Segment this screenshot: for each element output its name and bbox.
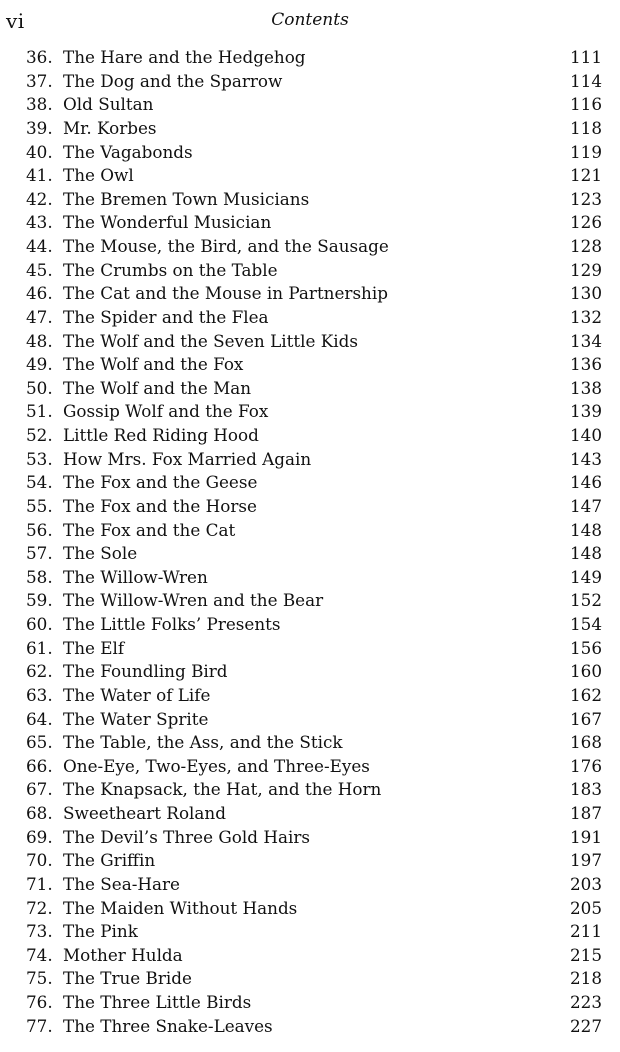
entry-title: The Little Folks’ Presents [63, 614, 281, 634]
entry-title: The Fox and the Geese [63, 472, 258, 493]
entry-page-number: 160 [569, 661, 602, 682]
toc-entry [0, 897, 620, 921]
entry-title: The Water Sprite [63, 708, 209, 729]
toc-entry [0, 471, 620, 495]
toc-entry [0, 188, 620, 212]
entry-title: The Vagabonds [63, 141, 193, 162]
entry-number: 66. [26, 755, 53, 776]
entry-number: 64. [26, 708, 53, 729]
entry-number: 39. [26, 117, 53, 138]
toc-entry [0, 589, 620, 613]
entry-page-number: 132 [569, 306, 602, 327]
entry-page-number: 114 [569, 70, 602, 91]
entry-title: The Willow-Wren and the Bear [63, 590, 324, 611]
entry-number: 74. [26, 944, 53, 965]
toc-entry [0, 495, 620, 519]
toc-entry [0, 282, 620, 306]
toc-entry [0, 400, 620, 424]
entry-title: The Three Snake-Leaves [63, 1015, 273, 1036]
entry-title: Little Red Riding Hood [63, 425, 259, 445]
toc-entry [0, 93, 620, 117]
entry-number: 48. [26, 330, 53, 351]
entry-number: 52. [26, 425, 53, 445]
toc-entry [0, 873, 620, 897]
entry-title: The Owl [63, 165, 134, 186]
entry-number: 42. [26, 188, 53, 209]
entry-page-number: 167 [569, 708, 602, 729]
toc-entry [0, 519, 620, 543]
entry-number: 58. [26, 566, 53, 587]
entry-number: 38. [26, 94, 53, 115]
entry-title: The Wonderful Musician [63, 212, 272, 233]
entry-number: 65. [26, 732, 53, 753]
entry-page-number: 143 [569, 448, 602, 469]
toc-entry [0, 117, 620, 141]
entry-number: 72. [26, 897, 53, 918]
toc-entry [0, 826, 620, 850]
entry-number: 49. [26, 354, 53, 375]
entry-page-number: 154 [569, 614, 602, 634]
toc-entry [0, 566, 620, 590]
entry-title: The Three Little Birds [63, 992, 252, 1012]
entry-number: 76. [26, 992, 53, 1012]
page-folio: vi [6, 9, 25, 33]
entry-title: The Spider and the Flea [63, 306, 269, 327]
entry-page-number: 139 [569, 401, 602, 422]
entry-page-number: 121 [569, 165, 602, 186]
entry-page-number: 136 [569, 354, 602, 375]
entry-number: 67. [26, 779, 53, 800]
toc-entry [0, 755, 620, 779]
entry-number: 63. [26, 684, 53, 705]
entry-page-number: 147 [569, 495, 602, 516]
entry-page-number: 218 [569, 968, 602, 989]
entry-title: The Maiden Without Hands [63, 897, 298, 918]
entry-number: 44. [26, 236, 53, 256]
entry-number: 55. [26, 495, 53, 516]
entry-number: 43. [26, 212, 53, 233]
toc-entry [0, 944, 620, 968]
toc-entry [0, 70, 620, 94]
entry-number: 45. [26, 259, 53, 280]
entry-title: Sweetheart Roland [63, 803, 226, 823]
entry-page-number: 156 [569, 637, 602, 658]
toc-entry [0, 660, 620, 684]
entry-page-number: 138 [569, 377, 602, 398]
toc-entry [0, 330, 620, 354]
toc-entry [0, 306, 620, 330]
toc-entry [0, 991, 620, 1015]
entry-title: Mother Hulda [63, 944, 183, 965]
entry-number: 70. [26, 850, 53, 871]
entry-number: 56. [26, 519, 53, 540]
entry-number: 47. [26, 306, 53, 327]
entry-page-number: 123 [569, 188, 602, 209]
toc-entry [0, 920, 620, 944]
entry-number: 62. [26, 661, 53, 682]
entry-page-number: 129 [569, 259, 602, 280]
toc-entry [0, 731, 620, 755]
entry-page-number: 168 [569, 732, 602, 753]
entry-page-number: 119 [569, 141, 602, 162]
toc-entry [0, 708, 620, 732]
entry-number: 61. [26, 637, 53, 658]
toc-entry [0, 448, 620, 472]
entry-title: The Bremen Town Musicians [63, 188, 310, 209]
entry-page-number: 176 [569, 755, 602, 776]
entry-title: The Fox and the Cat [63, 519, 236, 540]
entry-number: 68. [26, 803, 53, 823]
toc-entry [0, 259, 620, 283]
toc-entry [0, 46, 620, 70]
entry-title: The Griffin [63, 850, 156, 871]
entry-title: The Water of Life [63, 684, 211, 705]
entry-number: 75. [26, 968, 53, 989]
entry-page-number: 128 [569, 236, 602, 256]
entry-title: The Cat and the Mouse in Partnership [63, 283, 388, 304]
entry-number: 77. [26, 1015, 53, 1036]
entry-title: The Wolf and the Man [63, 377, 252, 398]
entry-page-number: 205 [569, 897, 602, 918]
entry-number: 37. [26, 70, 53, 91]
toc-entry [0, 424, 620, 448]
entry-number: 50. [26, 377, 53, 398]
entry-number: 57. [26, 543, 53, 564]
page-header [0, 9, 620, 35]
entry-number: 36. [26, 47, 53, 67]
entry-page-number: 152 [569, 590, 602, 611]
toc-entry [0, 542, 620, 566]
entry-title: The Elf [63, 637, 125, 658]
entry-title: The Wolf and the Seven Little Kids [63, 330, 358, 351]
entry-title: The Table, the Ass, and the Stick [63, 732, 343, 753]
entry-page-number: 126 [569, 212, 602, 233]
entry-title: The Knapsack, the Hat, and the Horn [63, 779, 382, 800]
entry-title: The Dog and the Sparrow [63, 70, 283, 91]
entry-title: One-Eye, Two-Eyes, and Three-Eyes [63, 755, 370, 776]
entry-title: How Mrs. Fox Married Again [63, 448, 312, 469]
entry-title: The Devil’s Three Gold Hairs [63, 826, 310, 847]
entry-page-number: 223 [569, 992, 602, 1012]
toc-entry [0, 235, 620, 259]
entry-page-number: 187 [569, 803, 602, 823]
entry-page-number: 146 [569, 472, 602, 493]
entry-number: 69. [26, 826, 53, 847]
entry-number: 40. [26, 141, 53, 162]
entry-title: The Sole [63, 543, 138, 564]
entry-page-number: 116 [569, 94, 602, 115]
toc-entry [0, 141, 620, 165]
entry-page-number: 215 [569, 944, 602, 965]
entry-page-number: 130 [569, 283, 602, 304]
entry-title: The Hare and the Hedgehog [63, 47, 306, 67]
toc-entry [0, 377, 620, 401]
entry-page-number: 211 [569, 921, 602, 942]
entry-number: 60. [26, 614, 53, 634]
running-title: Contents [271, 10, 349, 30]
toc-entry [0, 637, 620, 661]
entry-page-number: 111 [569, 47, 602, 67]
entry-page-number: 148 [569, 543, 602, 564]
toc-entry [0, 613, 620, 637]
entry-title: The True Bride [63, 968, 192, 989]
entry-title: Mr. Korbes [63, 117, 157, 138]
entry-number: 53. [26, 448, 53, 469]
entry-page-number: 227 [569, 1015, 602, 1036]
entry-title: The Crumbs on the Table [63, 259, 278, 280]
toc-entry [0, 1015, 620, 1039]
entry-number: 46. [26, 283, 53, 304]
toc-entry [0, 164, 620, 188]
entry-title: Gossip Wolf and the Fox [63, 401, 269, 422]
entry-page-number: 134 [569, 330, 602, 351]
entry-title: Old Sultan [63, 94, 154, 115]
entry-number: 59. [26, 590, 53, 611]
toc-entry [0, 353, 620, 377]
entry-number: 54. [26, 472, 53, 493]
entry-title: The Willow-Wren [63, 566, 208, 587]
entry-page-number: 162 [569, 684, 602, 705]
entry-page-number: 197 [569, 850, 602, 871]
toc-entry [0, 967, 620, 991]
entry-title: The Sea-Hare [63, 873, 180, 894]
entry-page-number: 118 [569, 117, 602, 138]
entry-title: The Fox and the Horse [63, 495, 257, 516]
entry-title: The Pink [63, 921, 138, 942]
entry-page-number: 183 [569, 779, 602, 800]
entry-page-number: 203 [569, 873, 602, 894]
entry-number: 73. [26, 921, 53, 942]
table-of-contents [0, 46, 620, 1038]
entry-title: The Mouse, the Bird, and the Sausage [63, 236, 389, 256]
toc-entry [0, 778, 620, 802]
toc-entry [0, 802, 620, 826]
entry-page-number: 148 [569, 519, 602, 540]
entry-number: 71. [26, 873, 53, 894]
toc-entry [0, 211, 620, 235]
entry-title: The Foundling Bird [63, 661, 228, 682]
toc-entry [0, 849, 620, 873]
entry-page-number: 149 [569, 566, 602, 587]
entry-page-number: 140 [569, 425, 602, 445]
entry-number: 41. [26, 165, 53, 186]
entry-page-number: 191 [569, 826, 602, 847]
entry-number: 51. [26, 401, 53, 422]
toc-entry [0, 684, 620, 708]
entry-title: The Wolf and the Fox [63, 354, 244, 375]
